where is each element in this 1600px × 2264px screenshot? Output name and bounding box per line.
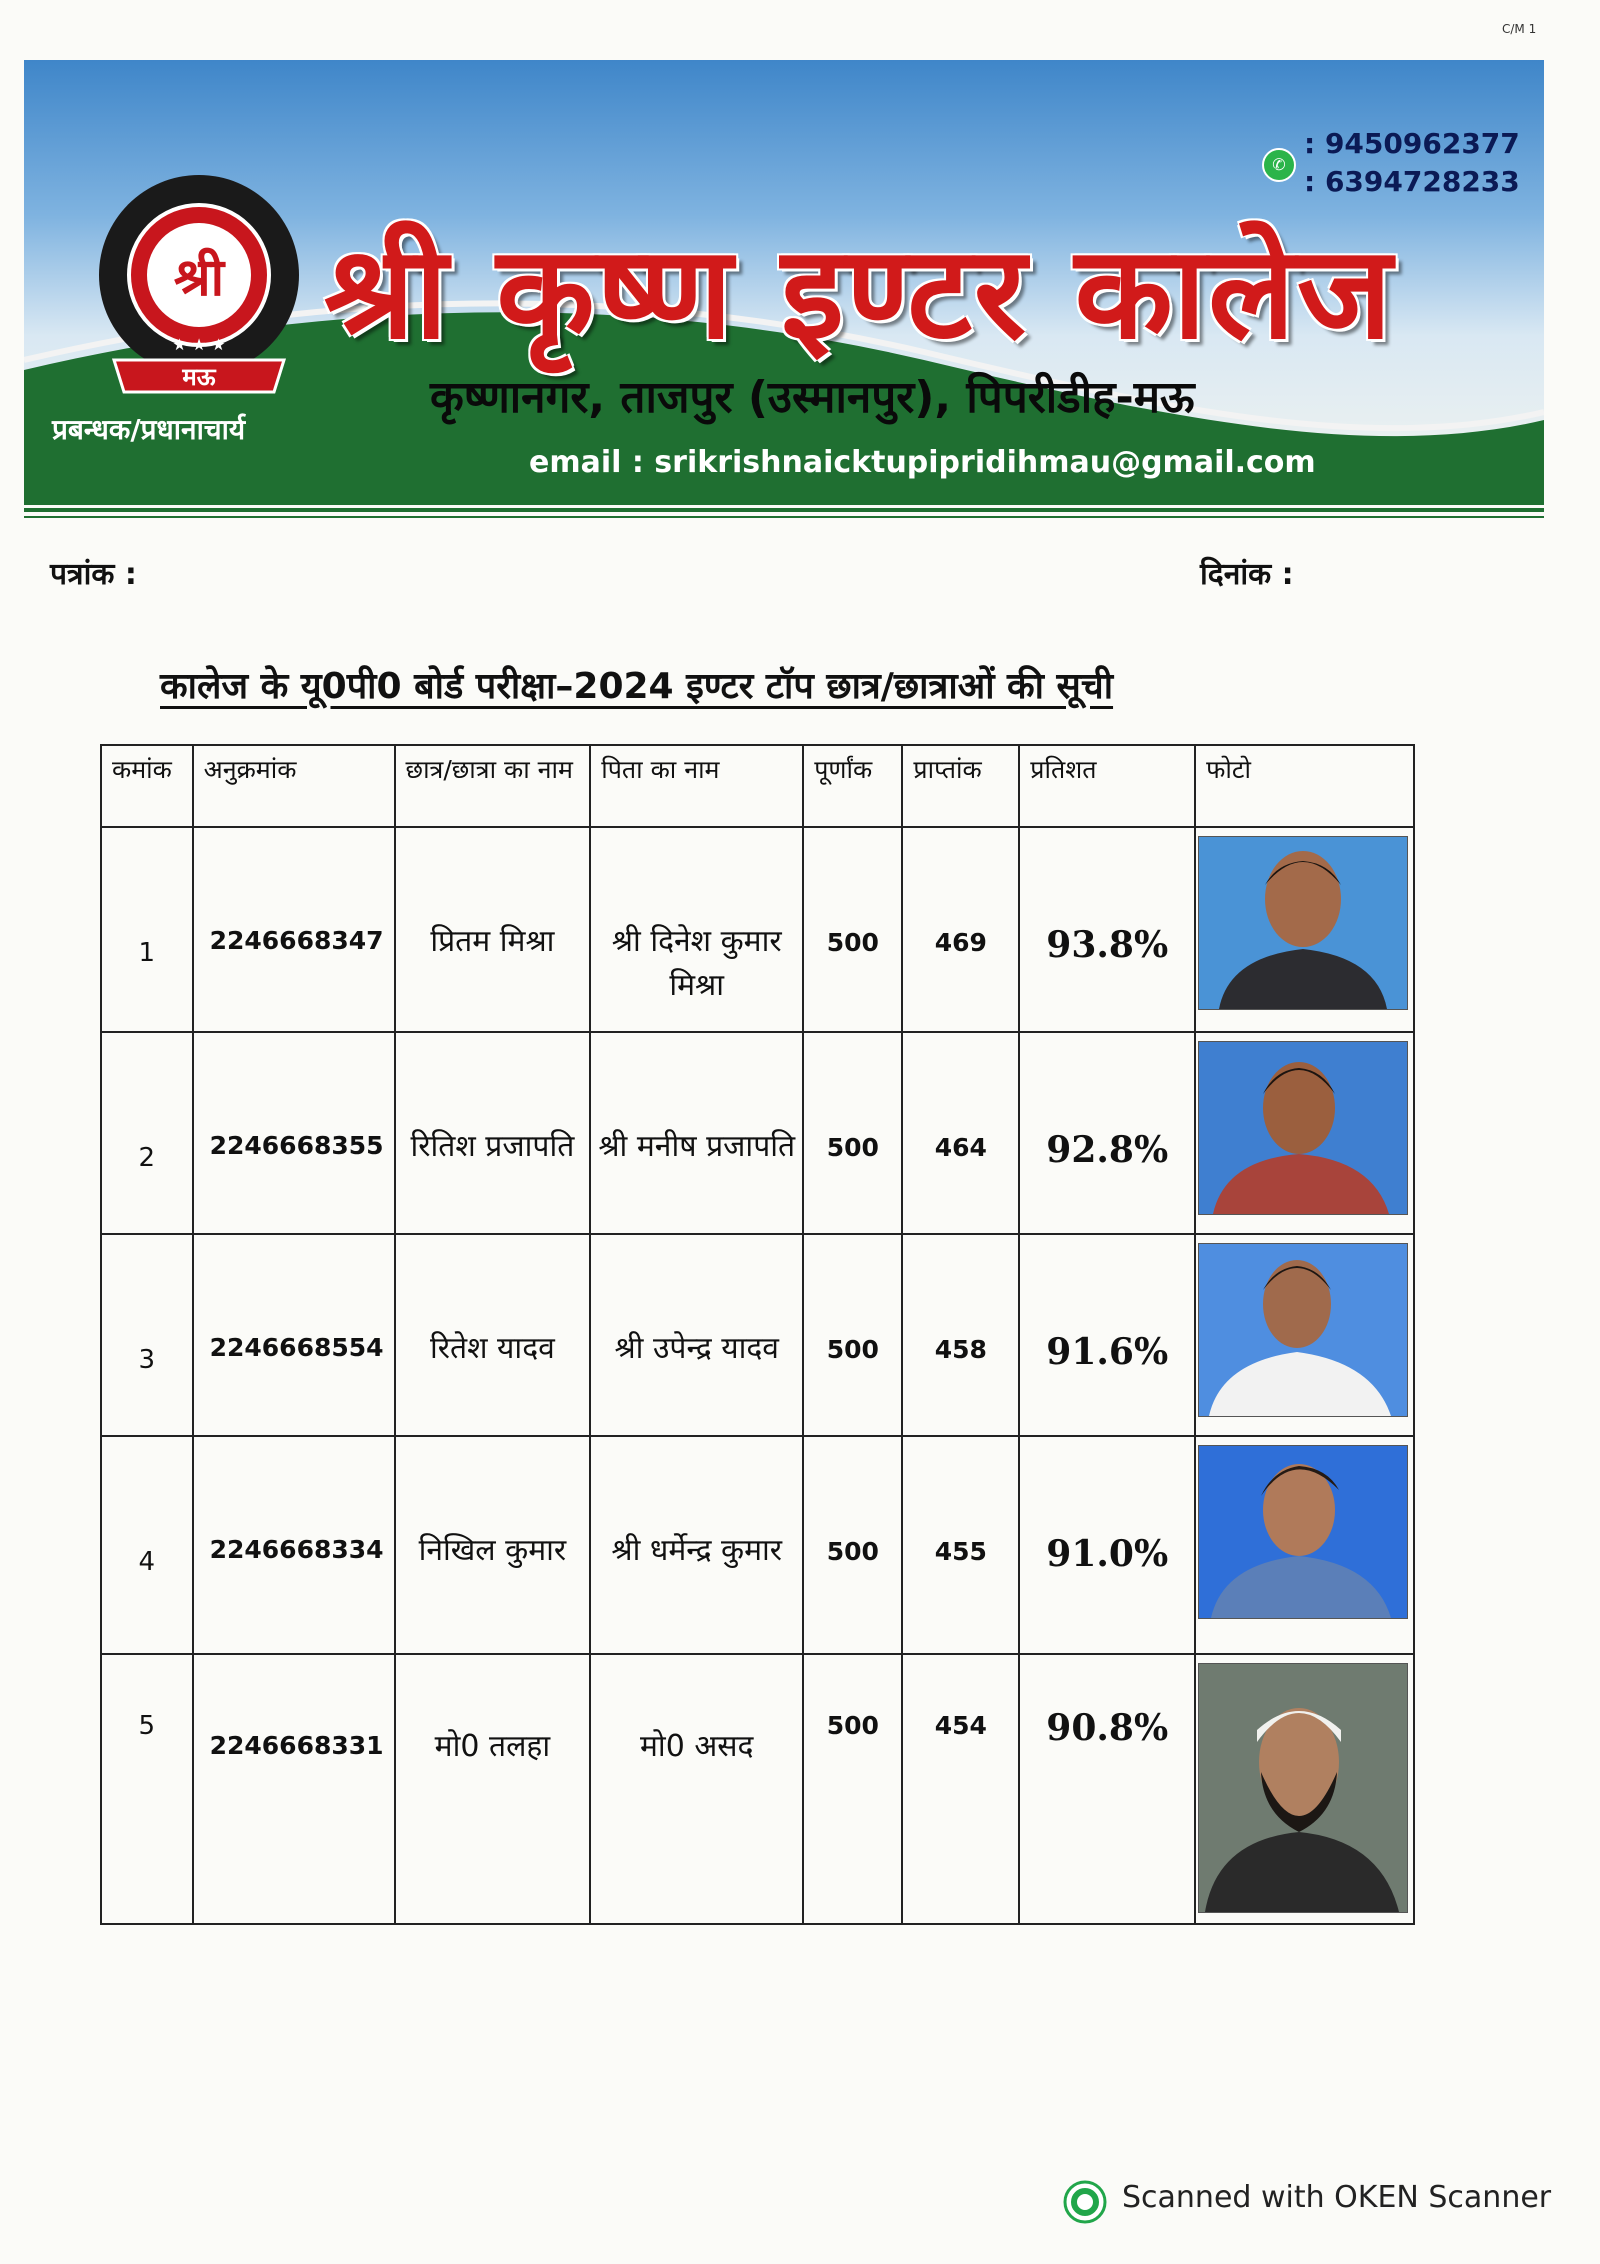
table-row xyxy=(101,1436,1414,1654)
father-name-cell: मो0 असद xyxy=(590,1654,803,1924)
max-marks-cell: 500 xyxy=(803,1654,902,1924)
roll-number-cell: 2246668347 xyxy=(193,827,395,1032)
college-name: श्री कृष्ण इण्टर कालेज xyxy=(324,218,1394,368)
obtained-marks-cell: 454 xyxy=(902,1654,1019,1924)
table-row xyxy=(101,827,1414,1032)
table-row xyxy=(101,1234,1414,1436)
roll-number-cell: 2246668355 xyxy=(193,1032,395,1234)
rank-cell: 1 xyxy=(101,827,193,1032)
percent-cell: 91.0% xyxy=(1019,1436,1195,1654)
document-heading: कालेज के यू0पी0 बोर्ड परीक्षा–2024 इण्टर टॉप छात्र/छात्राओं की सूची xyxy=(160,666,1114,707)
column-header-father: पिता का नाम xyxy=(590,745,803,827)
student-name-cell: रितेश यादव xyxy=(395,1234,591,1436)
photo-cell xyxy=(1195,1234,1414,1436)
father-name-cell: श्री दिनेश कुमार मिश्रा xyxy=(590,827,803,1032)
college-address: कृष्णानगर, ताजपुर (उस्मानपुर), पिपरीडीह-मऊ xyxy=(430,372,1195,423)
date-label: दिनांक : xyxy=(1200,557,1294,592)
student-photo-4 xyxy=(1198,1445,1408,1619)
obtained-marks-cell: 464 xyxy=(902,1032,1019,1234)
column-header-obtained: प्राप्तांक xyxy=(902,745,1019,827)
max-marks-cell: 500 xyxy=(803,827,902,1032)
table-row xyxy=(101,1654,1414,1924)
phone-numbers xyxy=(1304,125,1520,201)
phone-number-1: : 9450962377 xyxy=(1304,127,1520,160)
max-marks-cell: 500 xyxy=(803,1234,902,1436)
roll-number-cell: 2246668554 xyxy=(193,1234,395,1436)
college-email: email : srikrishnaicktupipridihmau@gmail.com xyxy=(529,445,1316,480)
photo-cell xyxy=(1195,1436,1414,1654)
rank-cell: 5 xyxy=(101,1654,193,1924)
roll-number-cell: 2246668334 xyxy=(193,1436,395,1654)
percent-cell: 93.8% xyxy=(1019,827,1195,1032)
photo-cell xyxy=(1195,1654,1414,1924)
student-name-cell: प्रितम मिश्रा xyxy=(395,827,591,1032)
photo-cell xyxy=(1195,1032,1414,1234)
phone-number-2: : 6394728233 xyxy=(1304,165,1520,198)
column-header-roll: अनुक्रमांक xyxy=(193,745,395,827)
max-marks-cell: 500 xyxy=(803,1436,902,1654)
rank-cell: 3 xyxy=(101,1234,193,1436)
column-header-rank: कमांक xyxy=(101,745,193,827)
max-marks-cell: 500 xyxy=(803,1032,902,1234)
whatsapp-icon: ✆ xyxy=(1262,148,1296,182)
obtained-marks-cell: 458 xyxy=(902,1234,1019,1436)
rank-cell: 2 xyxy=(101,1032,193,1234)
scanner-watermark: Scanned with OKEN Scanner xyxy=(1122,2180,1552,2215)
student-name-cell: रितिश प्रजापति xyxy=(395,1032,591,1234)
percent-cell: 91.6% xyxy=(1019,1234,1195,1436)
svg-text:★ ★ ★: ★ ★ ★ xyxy=(172,335,226,354)
percent-cell: 92.8% xyxy=(1019,1032,1195,1234)
student-name-cell: निखिल कुमार xyxy=(395,1436,591,1654)
father-name-cell: श्री धर्मेन्द्र कुमार xyxy=(590,1436,803,1654)
toppers-table xyxy=(100,744,1415,1925)
reference-label: पत्रांक : xyxy=(50,557,137,592)
obtained-marks-cell: 469 xyxy=(902,827,1019,1032)
svg-text:मऊ: मऊ xyxy=(182,363,216,391)
column-header-photo: फोटो xyxy=(1195,745,1414,827)
table-header-row xyxy=(101,745,1414,827)
column-header-name: छात्र/छात्रा का नाम xyxy=(395,745,591,827)
roll-number-cell: 2246668331 xyxy=(193,1654,395,1924)
father-name-cell: श्री मनीष प्रजापति xyxy=(590,1032,803,1234)
student-name-cell: मो0 तलहा xyxy=(395,1654,591,1924)
percent-cell: 90.8% xyxy=(1019,1654,1195,1924)
manager-label: प्रबन्धक/प्रधानाचार्य xyxy=(52,413,246,446)
photo-cell xyxy=(1195,827,1414,1032)
student-photo-2 xyxy=(1198,1041,1408,1215)
header-divider xyxy=(24,508,1544,512)
scanner-logo-icon xyxy=(1063,2180,1107,2224)
obtained-marks-cell: 455 xyxy=(902,1436,1019,1654)
svg-text:श्री: श्री xyxy=(173,247,225,308)
letterhead xyxy=(24,60,1544,505)
table-row xyxy=(101,1032,1414,1234)
student-photo-1 xyxy=(1198,836,1408,1010)
student-photo-5 xyxy=(1198,1663,1408,1913)
college-logo xyxy=(84,170,314,400)
rank-cell: 4 xyxy=(101,1436,193,1654)
column-header-percent: प्रतिशत xyxy=(1019,745,1195,827)
corner-mark: C/M 1 xyxy=(1502,22,1537,36)
student-photo-3 xyxy=(1198,1243,1408,1417)
header-divider-thin xyxy=(24,516,1544,518)
father-name-cell: श्री उपेन्द्र यादव xyxy=(590,1234,803,1436)
column-header-max-marks: पूर्णांक xyxy=(803,745,902,827)
